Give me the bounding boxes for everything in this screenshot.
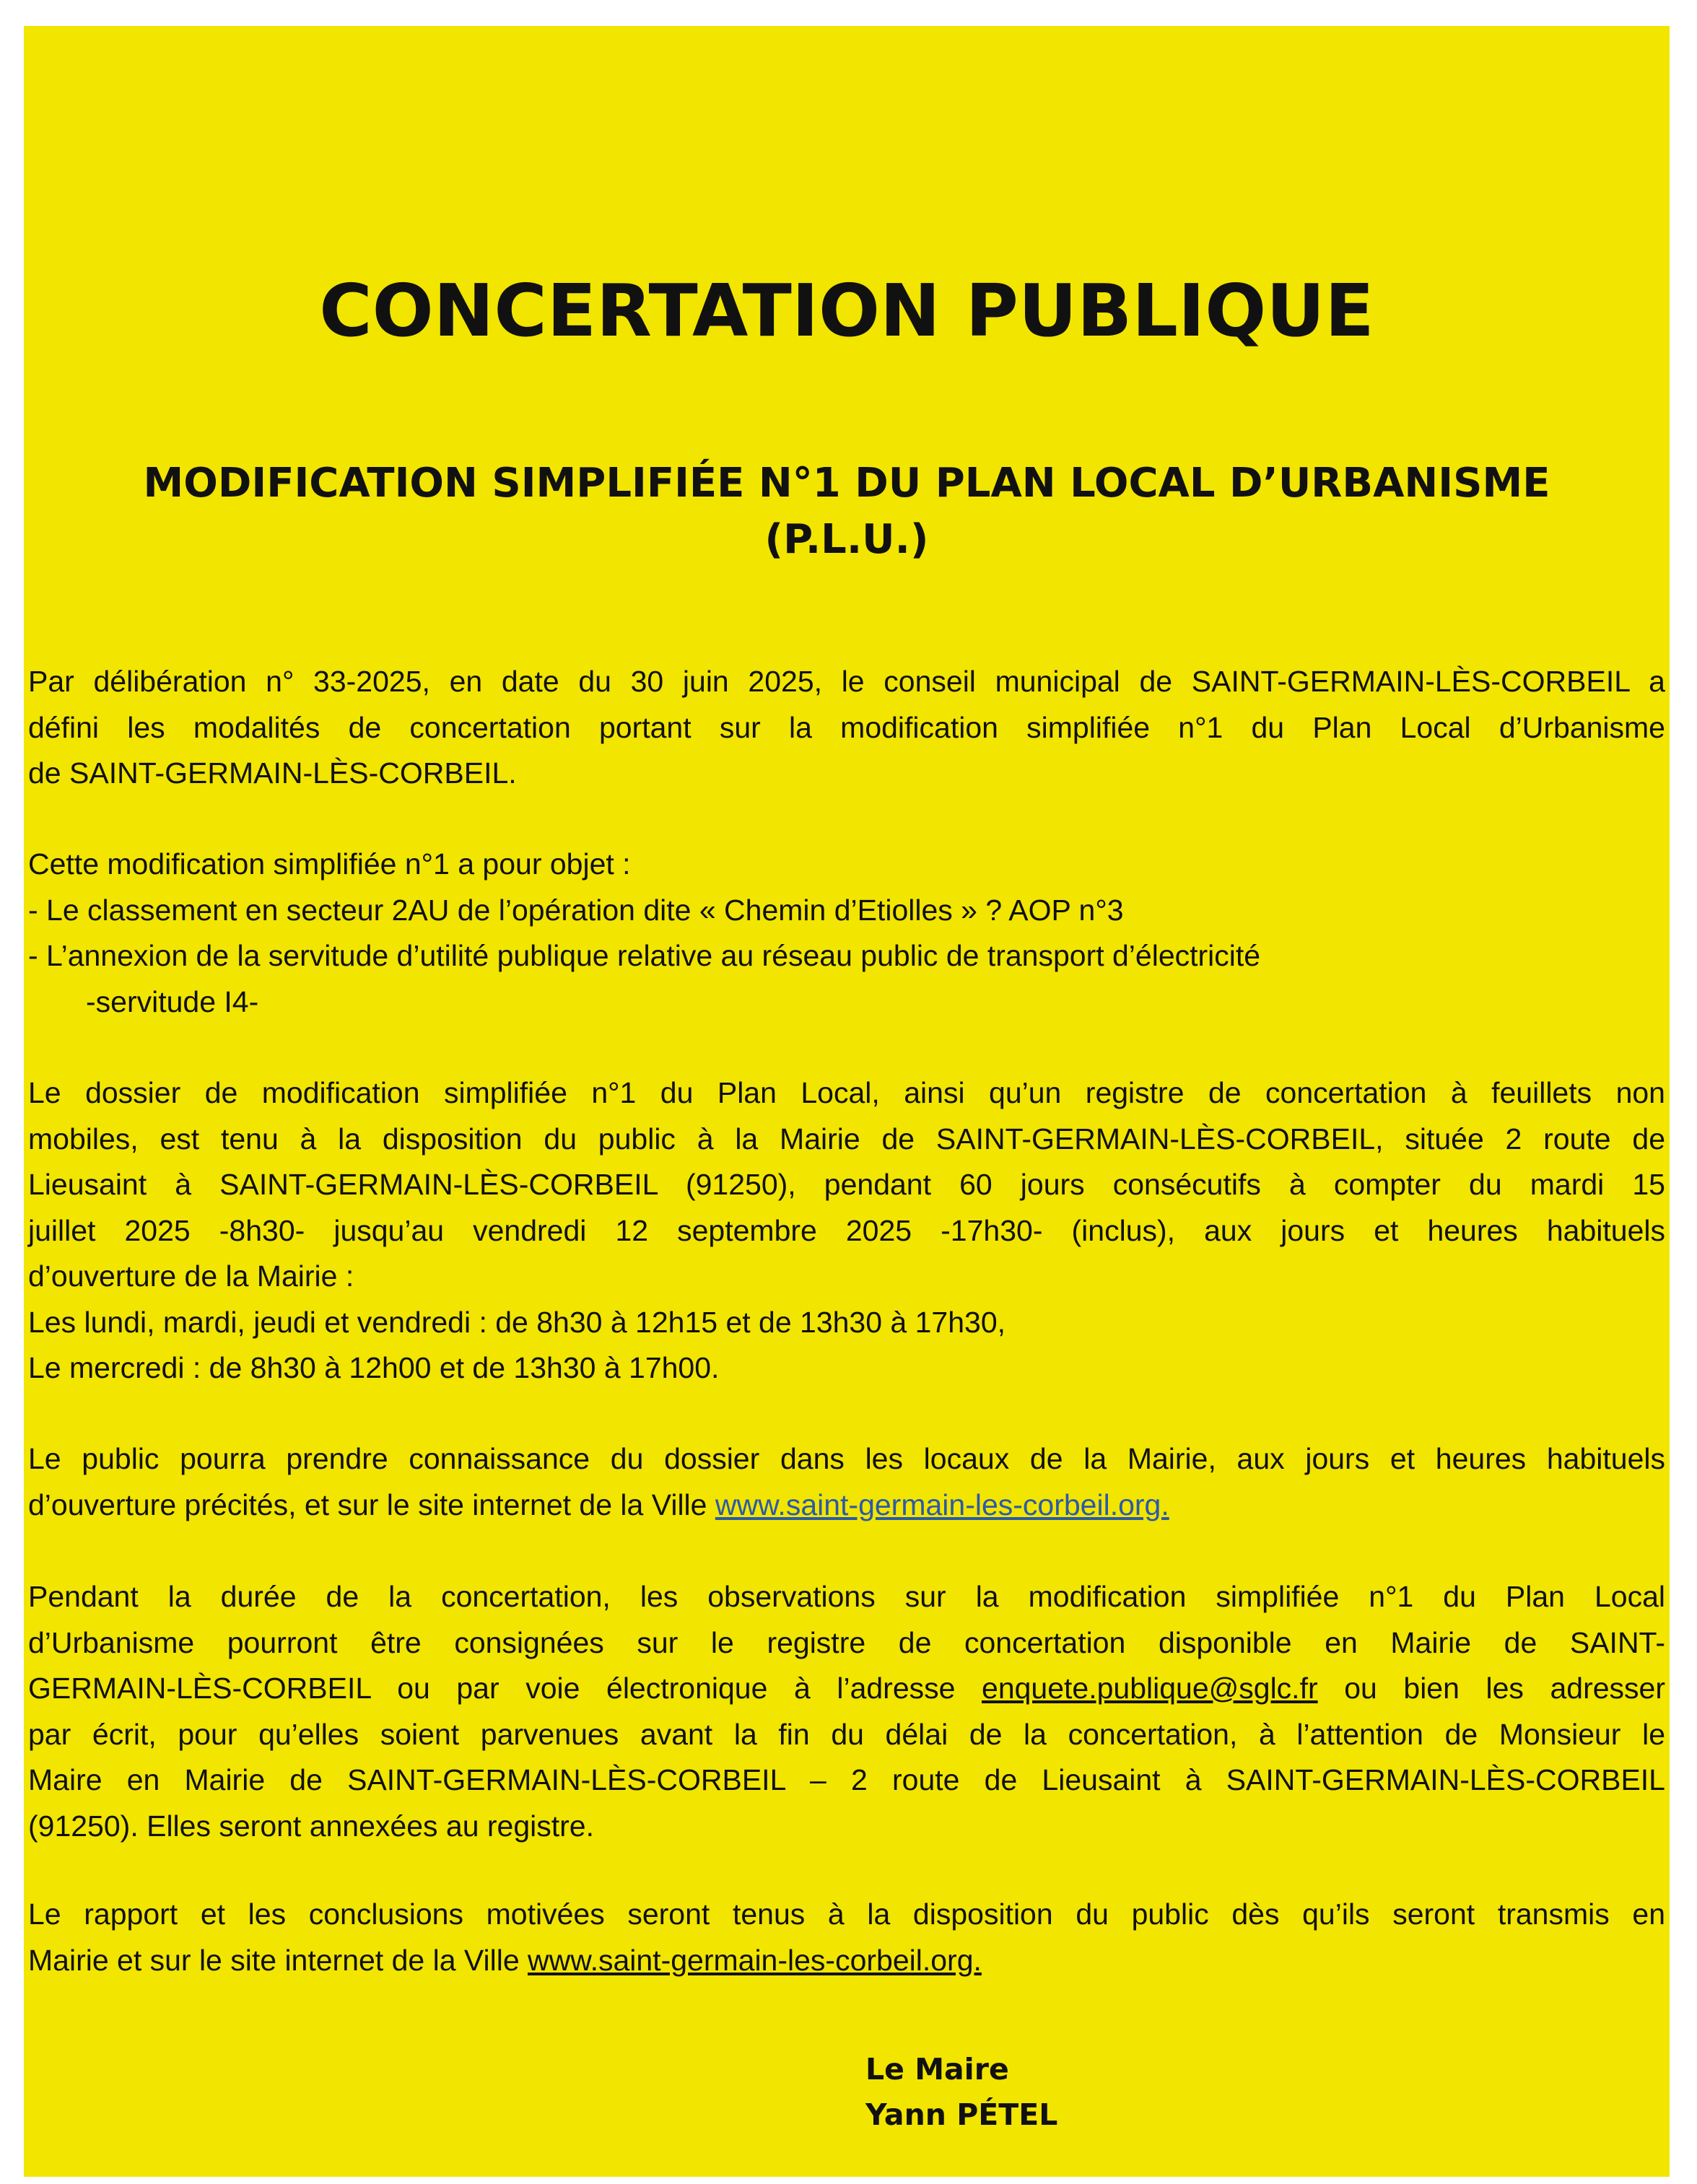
text-line: par écrit, pour qu’elles soient parvenues avant la fin du délai de la concertation, à l’attention de Monsieur le	[28, 1717, 1665, 1751]
subtitle-line-1: MODIFICATION SIMPLIFIÉE N°1 DU PLAN LOCAL D’URBANISME	[143, 460, 1550, 507]
list-item-continuation: -servitude I4-	[86, 984, 259, 1018]
website-link[interactable]: www.saint-germain-les-corbeil.org.	[528, 1943, 982, 1977]
subtitle-line-2: (P.L.U.)	[764, 516, 929, 563]
email-link[interactable]: enquete.publique@sglc.fr	[982, 1672, 1318, 1705]
page-subtitle	[28, 455, 1665, 568]
text-line: d’ouverture de la Mairie :	[28, 1259, 354, 1293]
website-link[interactable]: www.saint-germain-les-corbeil.org.	[715, 1488, 1169, 1521]
signature-role: Le Maire	[865, 2052, 1009, 2087]
text-line: Le rapport et les conclusions motivées seront tenus à la disposition du public dès qu’ils seront transmis en	[28, 1897, 1665, 1931]
paragraph-deliberation	[28, 659, 1665, 797]
signature-block	[865, 2047, 1057, 2138]
text-line: mobiles, est tenu à la disposition du public à la Mairie de SAINT-GERMAIN-LÈS-CORBEIL, située 2 route de	[28, 1122, 1665, 1156]
opening-hours-weekdays: Les lundi, mardi, jeudi et vendredi : de 8h30 à 12h15 et de 13h30 à 17h30,	[28, 1305, 1006, 1339]
text-line: juillet 2025 -8h30- jusqu’au vendredi 12 septembre 2025 -17h30- (inclus), aux jours et heures habituels	[28, 1213, 1665, 1247]
text-line: de SAINT-GERMAIN-LÈS-CORBEIL.	[28, 756, 517, 790]
text-line: Le public pourra prendre connaissance du dossier dans les locaux de la Mairie, aux jours et heures habituels	[28, 1442, 1665, 1475]
text-fragment: d’ouverture précités, et sur le site internet de la Ville	[28, 1488, 715, 1521]
list-item: - Le classement en secteur 2AU de l’opération dite « Chemin d’Etiolles » ? AOP n°3	[28, 893, 1124, 927]
text-line	[28, 1666, 1665, 1712]
text-fragment: Mairie et sur le site internet de la Ville	[28, 1943, 528, 1977]
paragraph-consultation	[28, 1436, 1665, 1528]
text-line: Pendant la durée de la concertation, les observations sur la modification simplifiée n°1 du Plan Local	[28, 1580, 1665, 1613]
text-fragment: GERMAIN-LÈS-CORBEIL ou par voie électronique à l’adresse	[28, 1672, 982, 1705]
opening-hours-wednesday: Le mercredi : de 8h30 à 12h00 et de 13h30 à 17h00.	[28, 1351, 720, 1384]
text-line: Le dossier de modification simplifiée n°1 du Plan Local, ainsi qu’un registre de concertation à feuillets non	[28, 1076, 1665, 1109]
signature-name: Yann PÉTEL	[865, 2097, 1058, 2132]
text-line: défini les modalités de concertation portant sur la modification simplifiée n°1 du Plan Local d’Urbanisme	[28, 710, 1665, 744]
paragraph-report	[28, 1892, 1665, 1983]
text-line: Par délibération n° 33-2025, en date du 30 juin 2025, le conseil municipal de SAINT-GERMAIN-LÈS-CORBEIL a	[28, 665, 1665, 698]
text-line	[28, 1938, 1665, 1984]
paragraph-dossier	[28, 1070, 1665, 1392]
text-fragment: ou bien les adresser	[1317, 1672, 1665, 1705]
poster-page	[24, 26, 1670, 2177]
text-line: Lieusaint à SAINT-GERMAIN-LÈS-CORBEIL (91250), pendant 60 jours consécutifs à compter du mardi 15	[28, 1168, 1665, 1201]
paragraph-objectives	[28, 842, 1665, 1025]
objectives-intro: Cette modification simplifiée n°1 a pour objet :	[28, 847, 631, 881]
paragraph-observations	[28, 1574, 1665, 1849]
text-line	[28, 1482, 1665, 1529]
list-item: - L’annexion de la servitude d’utilité publique relative au réseau public de transport d’électricité	[28, 939, 1261, 972]
text-line: Maire en Mairie de SAINT-GERMAIN-LÈS-CORBEIL – 2 route de Lieusaint à SAINT-GERMAIN-LÈS-CORBEIL	[28, 1763, 1665, 1796]
text-line: d’Urbanisme pourront être consignées sur le registre de concertation disponible en Mairie de SAINT-	[28, 1625, 1665, 1659]
text-line: (91250). Elles seront annexées au registre.	[28, 1809, 595, 1843]
page-title: CONCERTATION PUBLIQUE	[319, 268, 1374, 353]
